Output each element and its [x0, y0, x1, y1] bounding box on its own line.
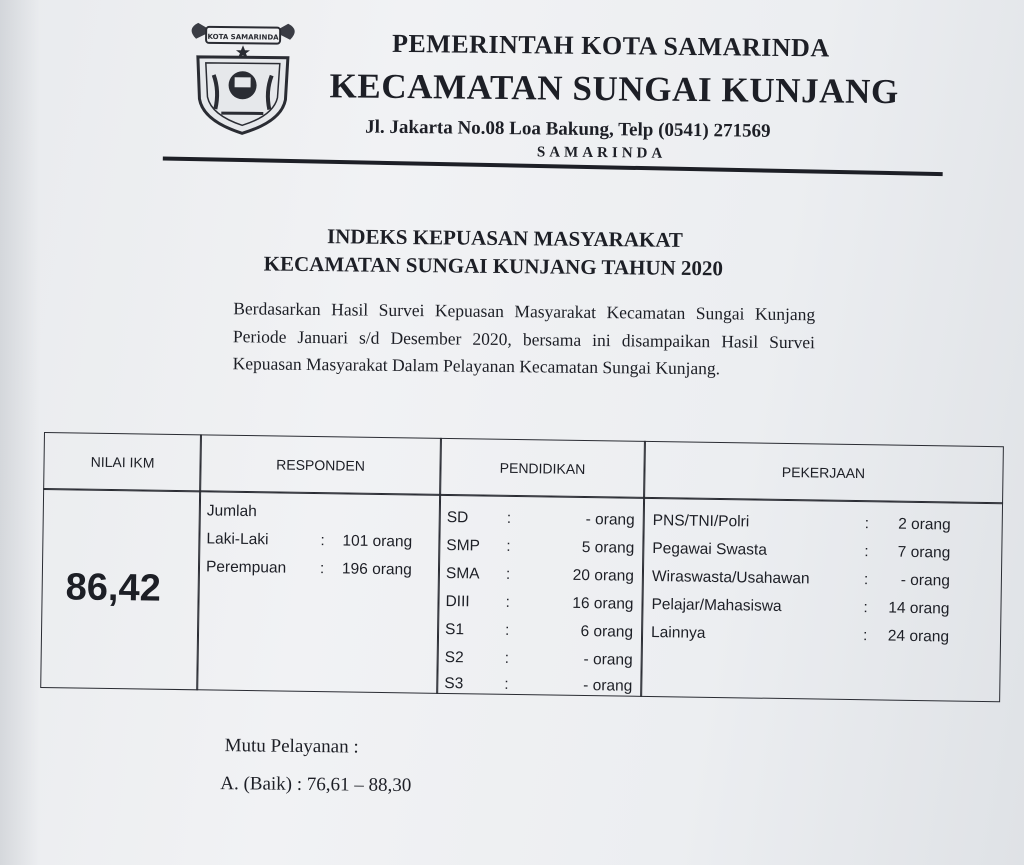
pekerjaan-value: 24 orang: [887, 627, 950, 646]
separator: :: [505, 593, 510, 611]
responden-value: 101 orang: [342, 532, 413, 551]
intro-paragraph: Berdasarkan Hasil Survei Kepuasan Masyarakat Kecamatan Sungai Kunjang Periode Januari s/d Desember 2020, bersama ini disampaikan Hasil Survei Kepuasan Masyarakat Dalam Pelayanan Kecamatan Sungai Kunjang.: [232, 298, 816, 379]
document-title-line2: KECAMATAN SUNGAI KUNJANG TAHUN 2020: [263, 251, 724, 281]
separator: :: [504, 675, 509, 693]
header-responden: RESPONDEN: [276, 456, 365, 474]
separator: :: [505, 565, 511, 583]
separator: :: [504, 621, 510, 639]
pendidikan-value: - orang: [585, 511, 635, 529]
responden-name: Perempuan: [205, 558, 287, 577]
pendidikan-name: S1: [444, 620, 465, 639]
letterhead-city: SAMARINDA: [536, 144, 667, 162]
document-title-line1: INDEKS KEPUASAN MASYARAKAT: [326, 224, 684, 252]
responden-total-label: Jumlah: [206, 502, 257, 521]
separator: :: [862, 627, 868, 645]
separator: :: [863, 571, 869, 589]
responden-value: 196 orang: [341, 560, 412, 579]
pendidikan-name: SD: [446, 508, 469, 527]
pekerjaan-value: 7 orang: [897, 543, 951, 562]
pekerjaan-name: Pelajar/Mahasiswa: [651, 596, 782, 615]
pendidikan-value: 20 orang: [572, 566, 635, 585]
pendidikan-value: 5 orang: [581, 538, 635, 557]
header-cell-pendidikan: [439, 438, 646, 499]
header-cell-ikm: [43, 432, 202, 492]
separator: :: [863, 599, 868, 617]
responden-name: Laki-Laki: [206, 530, 269, 549]
letterhead-government: PEMERINTAH KOTA SAMARINDA: [391, 28, 830, 63]
responden-cell: [196, 490, 441, 694]
separator: :: [506, 537, 511, 555]
pendidikan-value: 16 orang: [572, 594, 634, 613]
separator: :: [864, 515, 870, 533]
separator: :: [864, 543, 869, 561]
pekerjaan-name: Wiraswasta/Usahawan: [651, 568, 810, 588]
ikm-score: 86,42: [65, 566, 162, 610]
letterhead-office: KECAMATAN SUNGAI KUNJANG: [329, 66, 900, 112]
header-nilai-ikm: NILAI IKM: [90, 453, 155, 471]
service-quality-grade: A. (Baik) : 76,61 – 88,30: [220, 773, 412, 797]
pekerjaan-name: Lainnya: [650, 624, 706, 642]
header-cell-pekerjaan: [643, 441, 1004, 504]
pekerjaan-value: 2 orang: [898, 515, 951, 534]
separator: :: [320, 532, 325, 550]
pekerjaan-name: PNS/TNI/Polri: [652, 512, 750, 531]
letterhead-address: Jl. Jakarta No.08 Loa Bakung, Telp (0541) 271569: [365, 116, 771, 142]
city-emblem-logo: [181, 17, 304, 140]
pendidikan-value: 6 orang: [580, 622, 634, 641]
pekerjaan-value: - orang: [900, 571, 951, 590]
header-pendidikan: PENDIDIKAN: [499, 459, 586, 478]
survey-table: [40, 432, 1004, 716]
separator: :: [504, 649, 510, 667]
separator: :: [506, 509, 512, 527]
pendidikan-name: S3: [444, 674, 464, 693]
pendidikan-name: SMA: [445, 564, 480, 583]
separator: :: [319, 560, 325, 578]
pendidikan-name: DIII: [445, 592, 470, 611]
service-quality-label: Mutu Pelayanan :: [224, 735, 359, 758]
pekerjaan-name: Pegawai Swasta: [652, 540, 768, 559]
header-pekerjaan: PEKERJAAN: [781, 463, 866, 482]
pendidikan-name: S2: [444, 648, 464, 667]
pendidikan-name: SMP: [446, 536, 481, 555]
pekerjaan-value: 14 orang: [888, 599, 950, 618]
svg-text:KOTA SAMARINDA: KOTA SAMARINDA: [207, 32, 279, 42]
pendidikan-value: - orang: [583, 651, 633, 669]
header-cell-responden: [199, 434, 442, 496]
pendidikan-value: - orang: [583, 677, 633, 695]
